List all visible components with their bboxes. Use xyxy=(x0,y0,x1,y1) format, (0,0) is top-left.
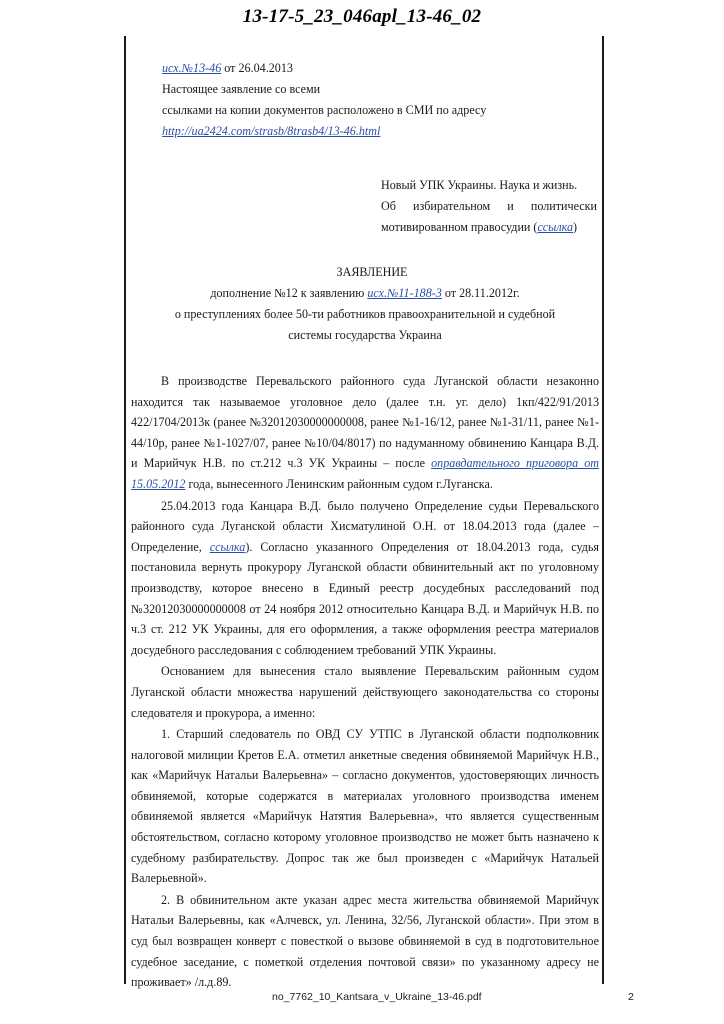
paragraph-2-text-a: 25.04.2013 года Канцара В.Д. было получено Определение судьи Перевальского районного суда Луганской области Хисматулиной О.Н. от 18.04.2013 года (далее – Определение, xyxy=(131,498,599,554)
reference-number-link[interactable]: исх.№13-46 xyxy=(162,61,222,75)
statement-subtitle-1 xyxy=(131,283,599,304)
paragraph-2-text-b: ). Согласно указанного Определения от 18.04.2013 года, судья постановила вернуть прокурору Луганской области обвинительный акт по уголовному производству, которое внесено в Единый реестр досудебных расследований под №32012030000000008 от 24 ноября 2012 относительно Канцара В.Д. и Марийчук Н.В. по ч.3 ст. 212 УК Украины, для его оформления, а также оформления реестра материалов досудебного расследования с соблюдением требований УПК Украины. xyxy=(131,539,599,657)
reference-block xyxy=(131,58,599,142)
acquittal-link[interactable]: оправдательного приговора от 15.05.2012 xyxy=(131,456,599,491)
reference-url-link[interactable]: http://ua2424.com/strasb/8trasb4/13-46.html xyxy=(162,124,381,138)
statement-title: ЗАЯВЛЕНИЕ xyxy=(336,265,408,279)
epigraph-line-3 xyxy=(381,217,597,238)
statement-subtitle-3: системы государства Украина xyxy=(288,328,442,342)
paragraph-1-text-a: В производстве Перевальского районного суда Луганской области незаконно находится так называемое уголовное дело (далее т.н. уг. дело) 1кп/422/91/2013 422/1704/2013к (ранее №32012030000000008, ранее №1-16/12, ранее №1-31/11, ранее №1-44/10р, ранее №1-1027/07, ранее №10/04/8017) по надуманному обвинению Канцара В.Д. и Марийчук Н.В. по ст.212 ч.3 УК Украины – после xyxy=(131,374,599,471)
epigraph xyxy=(381,175,597,238)
paragraph-1 xyxy=(131,371,599,495)
reference-date: от 26.04.2013 xyxy=(221,61,293,75)
epigraph-line-3-prefix: мотивированном правосудии ( xyxy=(381,220,538,234)
subtitle-1-prefix: дополнение №12 к заявлению xyxy=(210,286,368,300)
reference-line-4 xyxy=(131,121,599,142)
statement-body xyxy=(131,371,599,993)
statement-reference-link[interactable]: исх.№11-188-3 xyxy=(367,286,442,300)
paragraph-3: Основанием для вынесения стало выявление Перевальским районным судом Луганской области множества нарушений действующего законодательства со стороны следователя и прокурора, а именно: xyxy=(131,664,599,720)
reference-line-3: ссылками на копии документов расположено в СМИ по адресу xyxy=(162,103,487,117)
paragraph-5: 2. В обвинительном акте указан адрес места жительства обвиняемой Марийчук Натальи Валерьевны, как «Алчевск, ул. Ленина, 32/56, Луганской области». При этом в суд был возвращен конверт с повесткой о вызове обвиняемой в суд в подготовительное судебное заседание, с пометкой отделения почтовой связи» по указанному адресу не проживает» /л.д.89. xyxy=(131,892,599,990)
ruling-link[interactable]: ссылка xyxy=(209,539,246,554)
paragraph-4: 1. Старший следователь по ОВД СУ УТПС в Луганской области подполковник налоговой милиции Кретов Е.А. отметил анкетные сведения обвиняемой Марийчук Н.В., как «Марийчук Натальи Валерьевна» – согласно документов, удостоверяющих личность обвиняемой, которые содержатся в материалах уголовного производства именем обвиняемой является «Марийчук Натятия Валерьевна», что является существенным обстоятельством, согласно которому уголовное производство не может быть назначено к судебному разбирательству. Допрос так же был произведен с «Марийчук Натальей Валерьевной». xyxy=(131,727,599,886)
epigraph-line-3-suffix: ) xyxy=(573,220,578,234)
statement-subtitle-2: о преступлениях более 50-ти работников правоохранительной и судебной xyxy=(174,307,556,321)
paragraph-2 xyxy=(131,496,599,661)
reference-line-2: Настоящее заявление со всеми xyxy=(162,82,321,96)
epigraph-line-2: Об избирательном и политически xyxy=(381,199,597,213)
reference-line-1 xyxy=(131,58,599,79)
subtitle-1-suffix: от 28.11.2012г. xyxy=(441,286,520,300)
footer-filename: no_7762_10_Kantsara_v_Ukraine_13-46.pdf xyxy=(272,991,482,1003)
statement-heading xyxy=(131,262,599,346)
footer-page-number: 2 xyxy=(628,991,634,1003)
epigraph-line-1: Новый УПК Украины. Наука и жизнь. xyxy=(381,178,578,192)
document-content xyxy=(131,58,599,994)
epigraph-link[interactable]: ссылка xyxy=(537,220,574,234)
document-header-title: 13-17-5_23_046apl_13-46_02 xyxy=(242,6,482,27)
paragraph-1-text-b: года, вынесенного Ленинским районным судом г.Луганска. xyxy=(185,476,493,491)
